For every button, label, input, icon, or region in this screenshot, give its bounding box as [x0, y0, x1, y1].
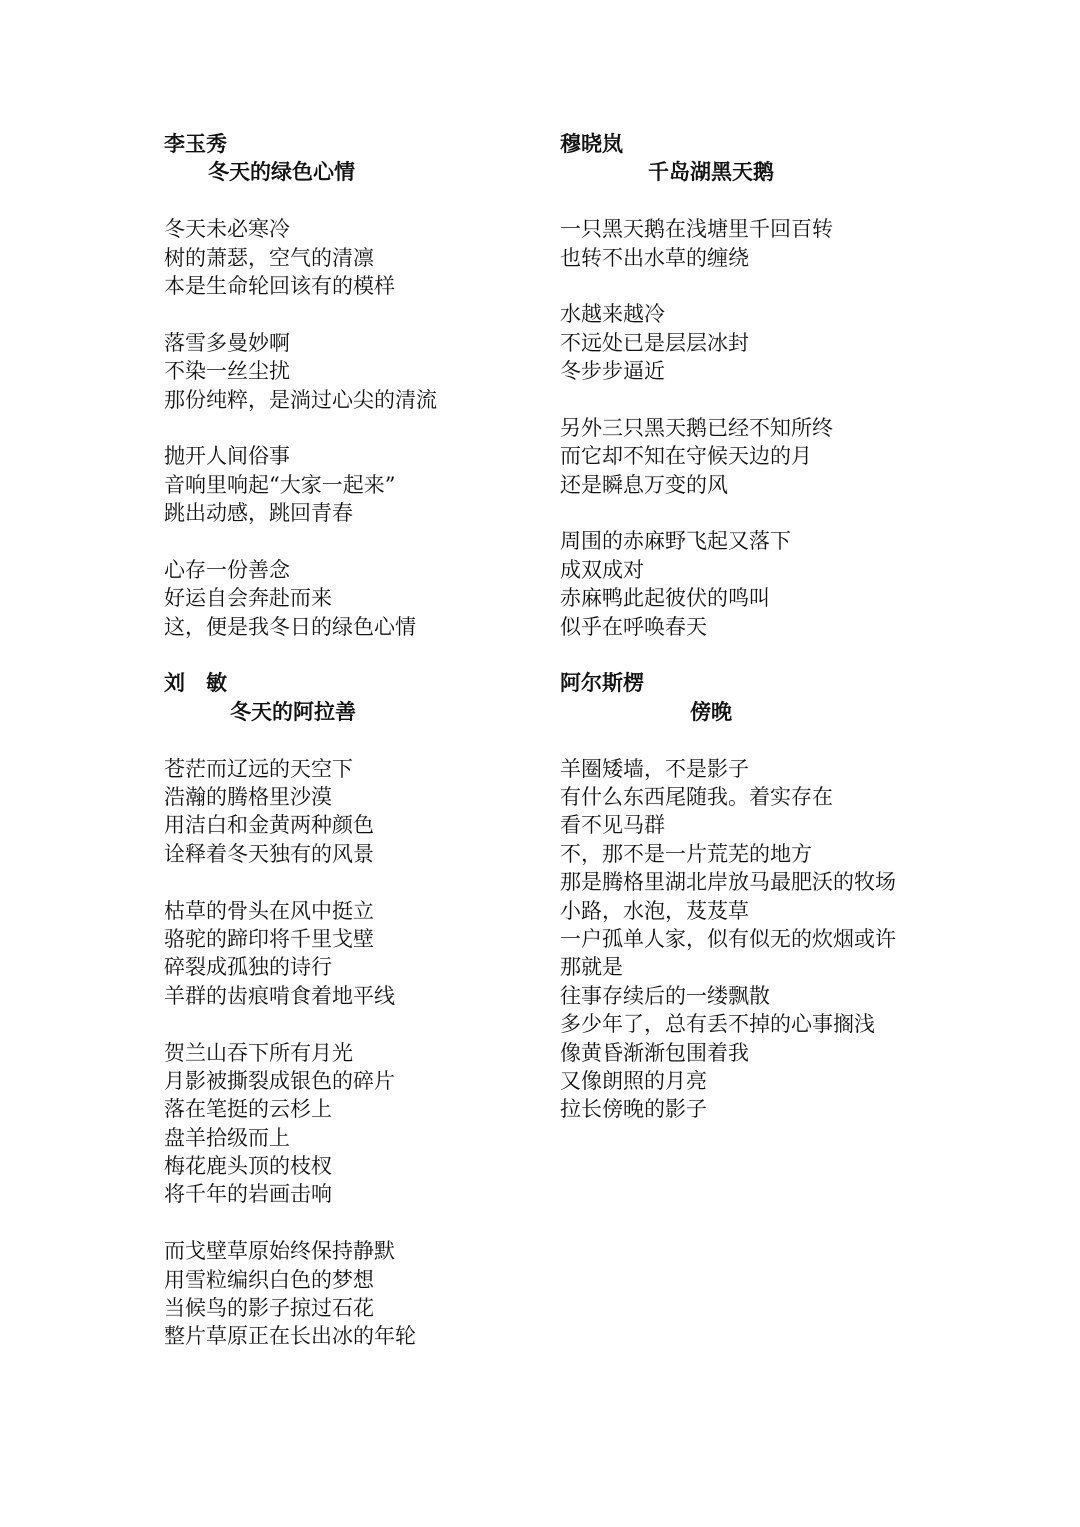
stanza	[164, 897, 624, 1011]
stanza	[560, 414, 1020, 499]
poem-line: 一只黑天鹅在浅塘里千回百转	[560, 217, 833, 242]
poem-line: 而戈壁草原始终保持静默	[164, 1239, 395, 1264]
poem-line: 冬步步逼近	[560, 359, 665, 384]
poem-author: 李玉秀	[164, 131, 227, 156]
poem-line: 将千年的岩画击响	[164, 1182, 332, 1207]
poem-line: 那是腾格里湖北岸放马最肥沃的牧场	[560, 870, 896, 895]
poem-line: 这，便是我冬日的绿色心情	[164, 614, 416, 639]
poem-title: 千岛湖黑天鹅	[648, 159, 774, 185]
stanza	[164, 329, 624, 414]
stanza	[560, 300, 1020, 385]
poem-line: 枯草的骨头在风中挺立	[164, 898, 374, 923]
poem-line: 骆驼的蹄印将千里戈壁	[164, 926, 374, 951]
stanza	[164, 442, 624, 527]
stanza	[164, 755, 624, 869]
poem-line: 碎裂成孤独的诗行	[164, 955, 332, 980]
poem-line: 另外三只黑天鹅已经不知所终	[560, 415, 833, 440]
poem-line: 用雪粒编织白色的梦想	[164, 1267, 374, 1292]
poem-author: 刘 敏	[164, 670, 227, 696]
poem-line: 羊群的齿痕啃食着地平线	[164, 983, 395, 1008]
poem-line: 好运自会奔赴而来	[164, 586, 332, 611]
stanza	[164, 556, 624, 641]
poem-line: 有什么东西尾随我。着实存在	[560, 784, 833, 809]
poem-line: 那就是	[560, 955, 623, 980]
poem-title: 冬天的阿拉善	[230, 698, 356, 724]
poem-line: 水越来越冷	[560, 302, 665, 327]
poem-line: 苍茫而辽远的天空下	[164, 756, 353, 781]
poem-line: 诠释着冬天独有的风景	[164, 841, 374, 866]
poem-line: 拉长傍晚的影子	[560, 1097, 707, 1122]
poem-line: 贺兰山吞下所有月光	[164, 1040, 353, 1065]
poem-line: 又像朗照的月亮	[560, 1068, 707, 1093]
stanza	[164, 1237, 624, 1351]
poem-line: 落在笔挺的云杉上	[164, 1097, 332, 1122]
stanza	[560, 527, 1020, 641]
stanza	[560, 755, 1020, 1124]
poem-line: 周围的赤麻野飞起又落下	[560, 529, 791, 554]
poem-title: 傍晚	[690, 698, 732, 724]
poem-line: 赤麻鸭此起彼伏的鸣叫	[560, 586, 770, 611]
poem-author: 阿尔斯楞	[560, 670, 644, 696]
poem-line: 成双成对	[560, 557, 644, 582]
poem-line: 当候鸟的影子掠过石花	[164, 1296, 374, 1321]
stanza	[164, 215, 624, 300]
poem-line: 而它却不知在守候天边的月	[560, 444, 812, 469]
poem-author: 穆晓岚	[560, 131, 623, 156]
poem-line: 盘羊拾级而上	[164, 1125, 290, 1150]
poem-line: 用洁白和金黄两种颜色	[164, 813, 374, 838]
poem-line: 整片草原正在长出冰的年轮	[164, 1324, 416, 1349]
poem-line: 往事存续后的一缕飘散	[560, 983, 770, 1008]
poem-line: 多少年了，总有丢不掉的心事搁浅	[560, 1012, 875, 1037]
left-column	[164, 130, 624, 1371]
poem-line: 树的萧瑟，空气的清凛	[164, 245, 374, 270]
poem-line: 浩瀚的腾格里沙漠	[164, 784, 332, 809]
poem-line: 音响里响起“大家一起来”	[164, 472, 396, 497]
poem-line: 小路，水泡，芨芨草	[560, 898, 749, 923]
poem-line: 冬天未必寒冷	[164, 217, 290, 242]
poem-line: 那份纯粹，是淌过心尖的清流	[164, 387, 437, 412]
stanza	[164, 1039, 624, 1209]
stanza	[560, 215, 1020, 272]
poem	[560, 669, 1020, 1123]
poem-line: 梅花鹿头顶的枝杈	[164, 1154, 332, 1179]
poem-line: 落雪多曼妙啊	[164, 330, 290, 355]
poem-line: 抛开人间俗事	[164, 444, 290, 469]
poem	[164, 130, 624, 641]
poem-line: 也转不出水草的缠绕	[560, 245, 749, 270]
poem-line: 似乎在呼唤春天	[560, 614, 707, 639]
poem	[560, 130, 1020, 641]
poem-line: 不远处已是层层冰封	[560, 330, 749, 355]
poem-line: 跳出动感，跳回青春	[164, 501, 353, 526]
poem-line: 看不见马群	[560, 813, 665, 838]
poem-line: 不染一丝尘扰	[164, 359, 290, 384]
poem-line: 心存一份善念	[164, 557, 290, 582]
poem	[164, 669, 624, 1350]
poem-line: 羊圈矮墙，不是影子	[560, 756, 749, 781]
poem-title: 冬天的绿色心情	[208, 159, 355, 185]
poem-line: 月影被撕裂成银色的碎片	[164, 1068, 395, 1093]
right-column	[560, 130, 1020, 1144]
poem-line: 还是瞬息万变的风	[560, 472, 728, 497]
poem-line: 像黄昏渐渐包围着我	[560, 1040, 749, 1065]
poem-line: 一户孤单人家，似有似无的炊烟或许	[560, 926, 896, 951]
poem-line: 不，那不是一片荒芜的地方	[560, 841, 812, 866]
poem-line: 本是生命轮回该有的模样	[164, 273, 395, 298]
